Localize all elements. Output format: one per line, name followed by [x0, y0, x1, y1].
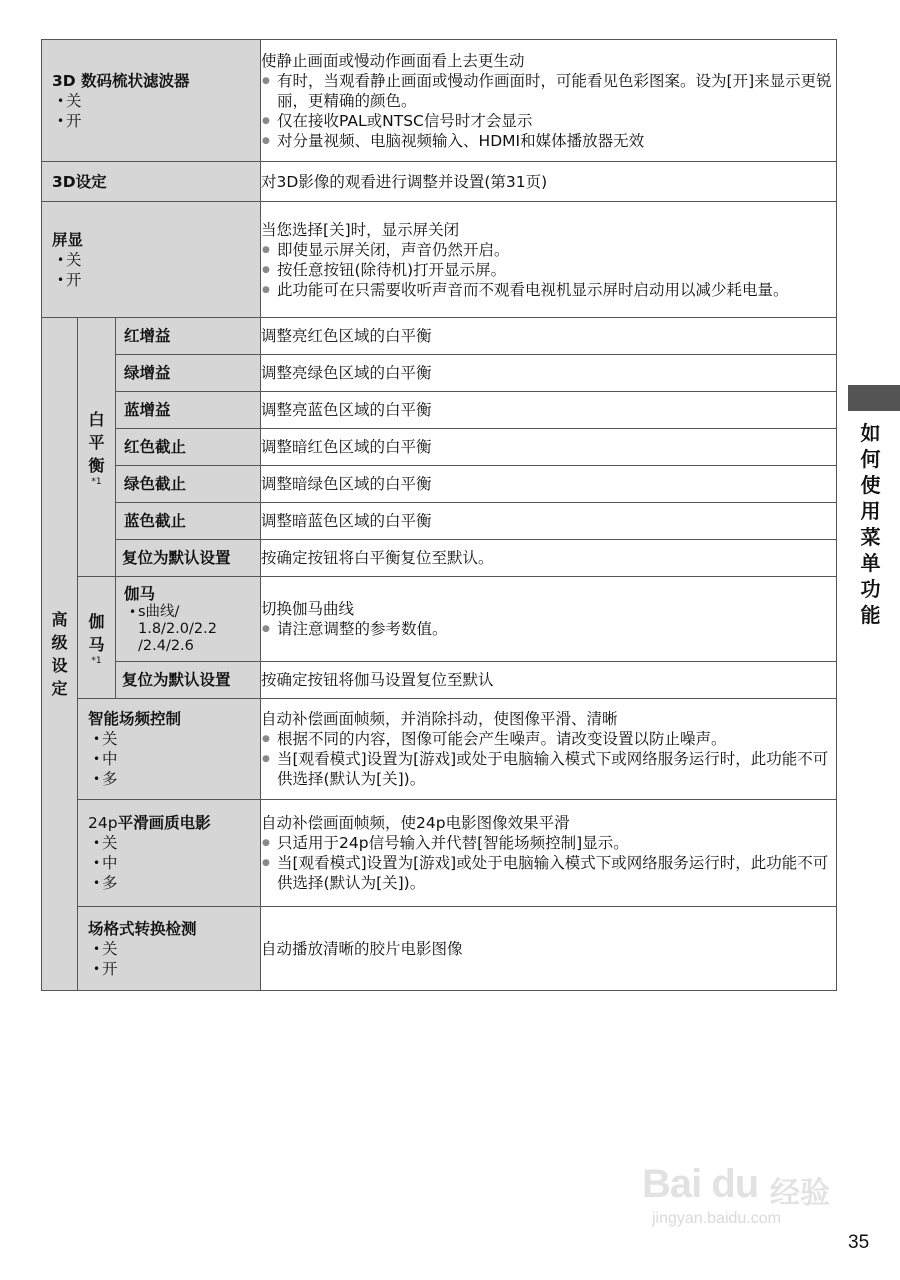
description-cell [261, 699, 837, 800]
setting-title: 伽马 [124, 584, 156, 603]
setting-title: 屏显 [52, 230, 84, 249]
row-red-gain [42, 318, 837, 355]
bullet-note: ● 只适用于24p信号输入并代替[智能场频控制]显示。 [261, 833, 836, 853]
section-char: 菜 [860, 525, 882, 549]
description-text: 调整亮绿色区域的白平衡 [261, 364, 432, 382]
group-char: 衡 [88, 455, 105, 475]
row-gamma [42, 577, 837, 662]
bullet-note: ● 仅在接收PAL或NTSC信号时才会显示 [261, 111, 836, 131]
setting-title: 红增益 [124, 327, 171, 345]
row-red-cutoff [42, 429, 837, 466]
label-cell [116, 503, 261, 540]
group-char: 高 [51, 610, 68, 629]
row-blue-gain [42, 392, 837, 429]
setting-title: 绿色截止 [124, 475, 187, 493]
option-item: 1.8/2.0/2.2 [138, 620, 217, 637]
section-char: 何 [860, 447, 882, 471]
description-cell [261, 162, 837, 202]
label-cell [116, 429, 261, 466]
footnote-mark: *1 [91, 476, 102, 487]
section-char: 使 [860, 473, 882, 497]
label-cell [78, 907, 261, 991]
description-cell [261, 577, 837, 662]
setting-title: 复位为默认设置 [122, 671, 231, 689]
section-tab-label [858, 420, 884, 628]
description-text: 调整亮蓝色区域的白平衡 [261, 401, 432, 419]
option-item: • 中 [88, 853, 250, 873]
option-item: /2.4/2.6 [138, 637, 194, 654]
description-cell [261, 202, 837, 318]
label-cell [116, 392, 261, 429]
option-item: • 开 [52, 111, 250, 131]
description-text: 按确定按钮将白平衡复位至默认。 [261, 549, 494, 567]
setting-title: 蓝色截止 [124, 512, 187, 530]
description-text: 自动补偿画面帧频，使24p电影图像效果平滑 [261, 814, 570, 832]
bullet-note: ● 此功能可在只需要收听声音而不观看电视机显示屏时启动用以减少耗电量。 [261, 280, 836, 300]
description-text: 自动播放清晰的胶片电影图像 [261, 939, 463, 958]
white-balance-group [78, 318, 116, 577]
option-item: • 中 [88, 749, 250, 769]
bullet-note: ● 当[观看模式]设置为[游戏]或处于电脑输入模式下或网络服务运行时，此功能不可供选择(默认为[关])。 [261, 749, 836, 789]
settings-table [41, 39, 837, 991]
setting-title: 复位为默认设置 [122, 549, 231, 567]
group-char: 级 [51, 633, 68, 652]
option-item: • 关 [88, 939, 250, 959]
setting-title [88, 813, 250, 833]
setting-title: 蓝增益 [124, 401, 171, 419]
bullet-note: ● 对分量视频、电脑视频输入、HDMI和媒体播放器无效 [261, 131, 836, 151]
setting-title-suffix: 平滑画质电影 [117, 814, 211, 832]
row-blue-cutoff [42, 503, 837, 540]
setting-title: 智能场频控制 [88, 710, 182, 728]
description-cell [261, 907, 837, 991]
option-item: • 关 [88, 729, 250, 749]
setting-title: 3D设定 [52, 172, 107, 191]
section-char: 如 [860, 421, 882, 445]
description-text: 调整暗蓝色区域的白平衡 [261, 512, 432, 530]
description-cell [261, 429, 837, 466]
option-item: • 多 [88, 873, 250, 893]
section-char: 功 [860, 577, 882, 601]
setting-title: 绿增益 [124, 364, 171, 382]
option-item: • 关 [52, 250, 250, 270]
label-cell [116, 662, 261, 699]
advanced-settings-group [42, 318, 78, 991]
baidu-watermark [642, 1150, 857, 1230]
description-cell [261, 540, 837, 577]
row-film-cadence [42, 907, 837, 991]
option-item: • s曲线/ [124, 604, 252, 621]
bullet-note: ● 请注意调整的参考数值。 [261, 619, 836, 639]
row-green-cutoff [42, 466, 837, 503]
label-cell [116, 318, 261, 355]
label-cell [42, 162, 261, 202]
page-number: 35 [848, 1232, 870, 1253]
description-cell [261, 800, 837, 907]
label-cell [116, 466, 261, 503]
description-cell [261, 392, 837, 429]
section-tab-marker [848, 385, 900, 411]
description-text: 切换伽马曲线 [261, 600, 355, 618]
gamma-group [78, 577, 116, 699]
bullet-note: ● 按任意按钮(除待机)打开显示屏。 [261, 260, 836, 280]
description-text: 当您选择[关]时，显示屏关闭 [261, 220, 460, 239]
label-cell [78, 800, 261, 907]
description-text: 按确定按钮将伽马设置复位至默认 [261, 671, 494, 689]
description-text: 对3D影像的观看进行调整并设置(第31页) [261, 172, 548, 191]
description-cell [261, 40, 837, 162]
bullet-note: ● 当[观看模式]设置为[游戏]或处于电脑输入模式下或网络服务运行时，此功能不可供选择(默认为[关])。 [261, 853, 836, 893]
description-cell [261, 503, 837, 540]
description-text: 使静止画面或慢动作画面看上去更生动 [261, 51, 525, 70]
description-cell [261, 318, 837, 355]
watermark-logo-text: Bai du [642, 1162, 759, 1206]
section-char: 用 [860, 499, 882, 523]
section-char: 能 [860, 603, 882, 627]
footnote-mark: *1 [91, 655, 102, 666]
option-item: • 关 [88, 833, 250, 853]
group-char: 定 [51, 679, 68, 698]
description-text: 调整暗红色区域的白平衡 [261, 438, 432, 456]
row-green-gain [42, 355, 837, 392]
label-cell [78, 699, 261, 800]
option-item: • 关 [52, 91, 250, 111]
setting-title-prefix: 24p [88, 814, 118, 832]
group-char: 马 [88, 634, 105, 654]
option-item: • 开 [88, 959, 250, 979]
watermark-url: jingyan.baidu.com [652, 1210, 781, 1227]
setting-title: 红色截止 [124, 438, 187, 456]
option-item: • 开 [52, 270, 250, 290]
bullet-note: ● 根据不同的内容，图像可能会产生噪声。请改变设置以防止噪声。 [261, 729, 836, 749]
row-wb-reset [42, 540, 837, 577]
watermark-cn-text: 经验 [770, 1176, 830, 1211]
description-cell [261, 662, 837, 699]
description-text: 自动补偿画面帧频，并消除抖动，使图像平滑、清晰 [261, 710, 618, 728]
label-cell [42, 202, 261, 318]
group-char: 伽 [88, 611, 105, 631]
description-cell [261, 466, 837, 503]
group-char: 白 [88, 409, 105, 429]
section-char: 单 [860, 551, 882, 575]
description-text: 调整亮红色区域的白平衡 [261, 327, 432, 345]
row-gamma-reset [42, 662, 837, 699]
row-intelligent-frame [42, 699, 837, 800]
label-cell [116, 540, 261, 577]
row-osd [42, 202, 837, 318]
group-char: 设 [51, 656, 68, 675]
label-cell [116, 355, 261, 392]
label-cell [42, 40, 261, 162]
row-3d-settings [42, 162, 837, 202]
bullet-note: ● 有时，当观看静止画面或慢动作画面时，可能看见色彩图案。设为[开]来显示更锐丽，更精确的颜色。 [261, 71, 836, 111]
option-item: • 多 [88, 769, 250, 789]
group-char: 平 [88, 432, 105, 452]
label-cell [116, 577, 261, 662]
row-24p-smooth-film [42, 800, 837, 907]
description-text: 调整暗绿色区域的白平衡 [261, 475, 432, 493]
setting-title: 场格式转换检测 [88, 919, 197, 938]
description-cell [261, 355, 837, 392]
row-3d-comb-filter [42, 40, 837, 162]
bullet-note: ● 即使显示屏关闭，声音仍然开启。 [261, 240, 836, 260]
setting-title: 3D 数码梳状滤波器 [52, 71, 190, 90]
